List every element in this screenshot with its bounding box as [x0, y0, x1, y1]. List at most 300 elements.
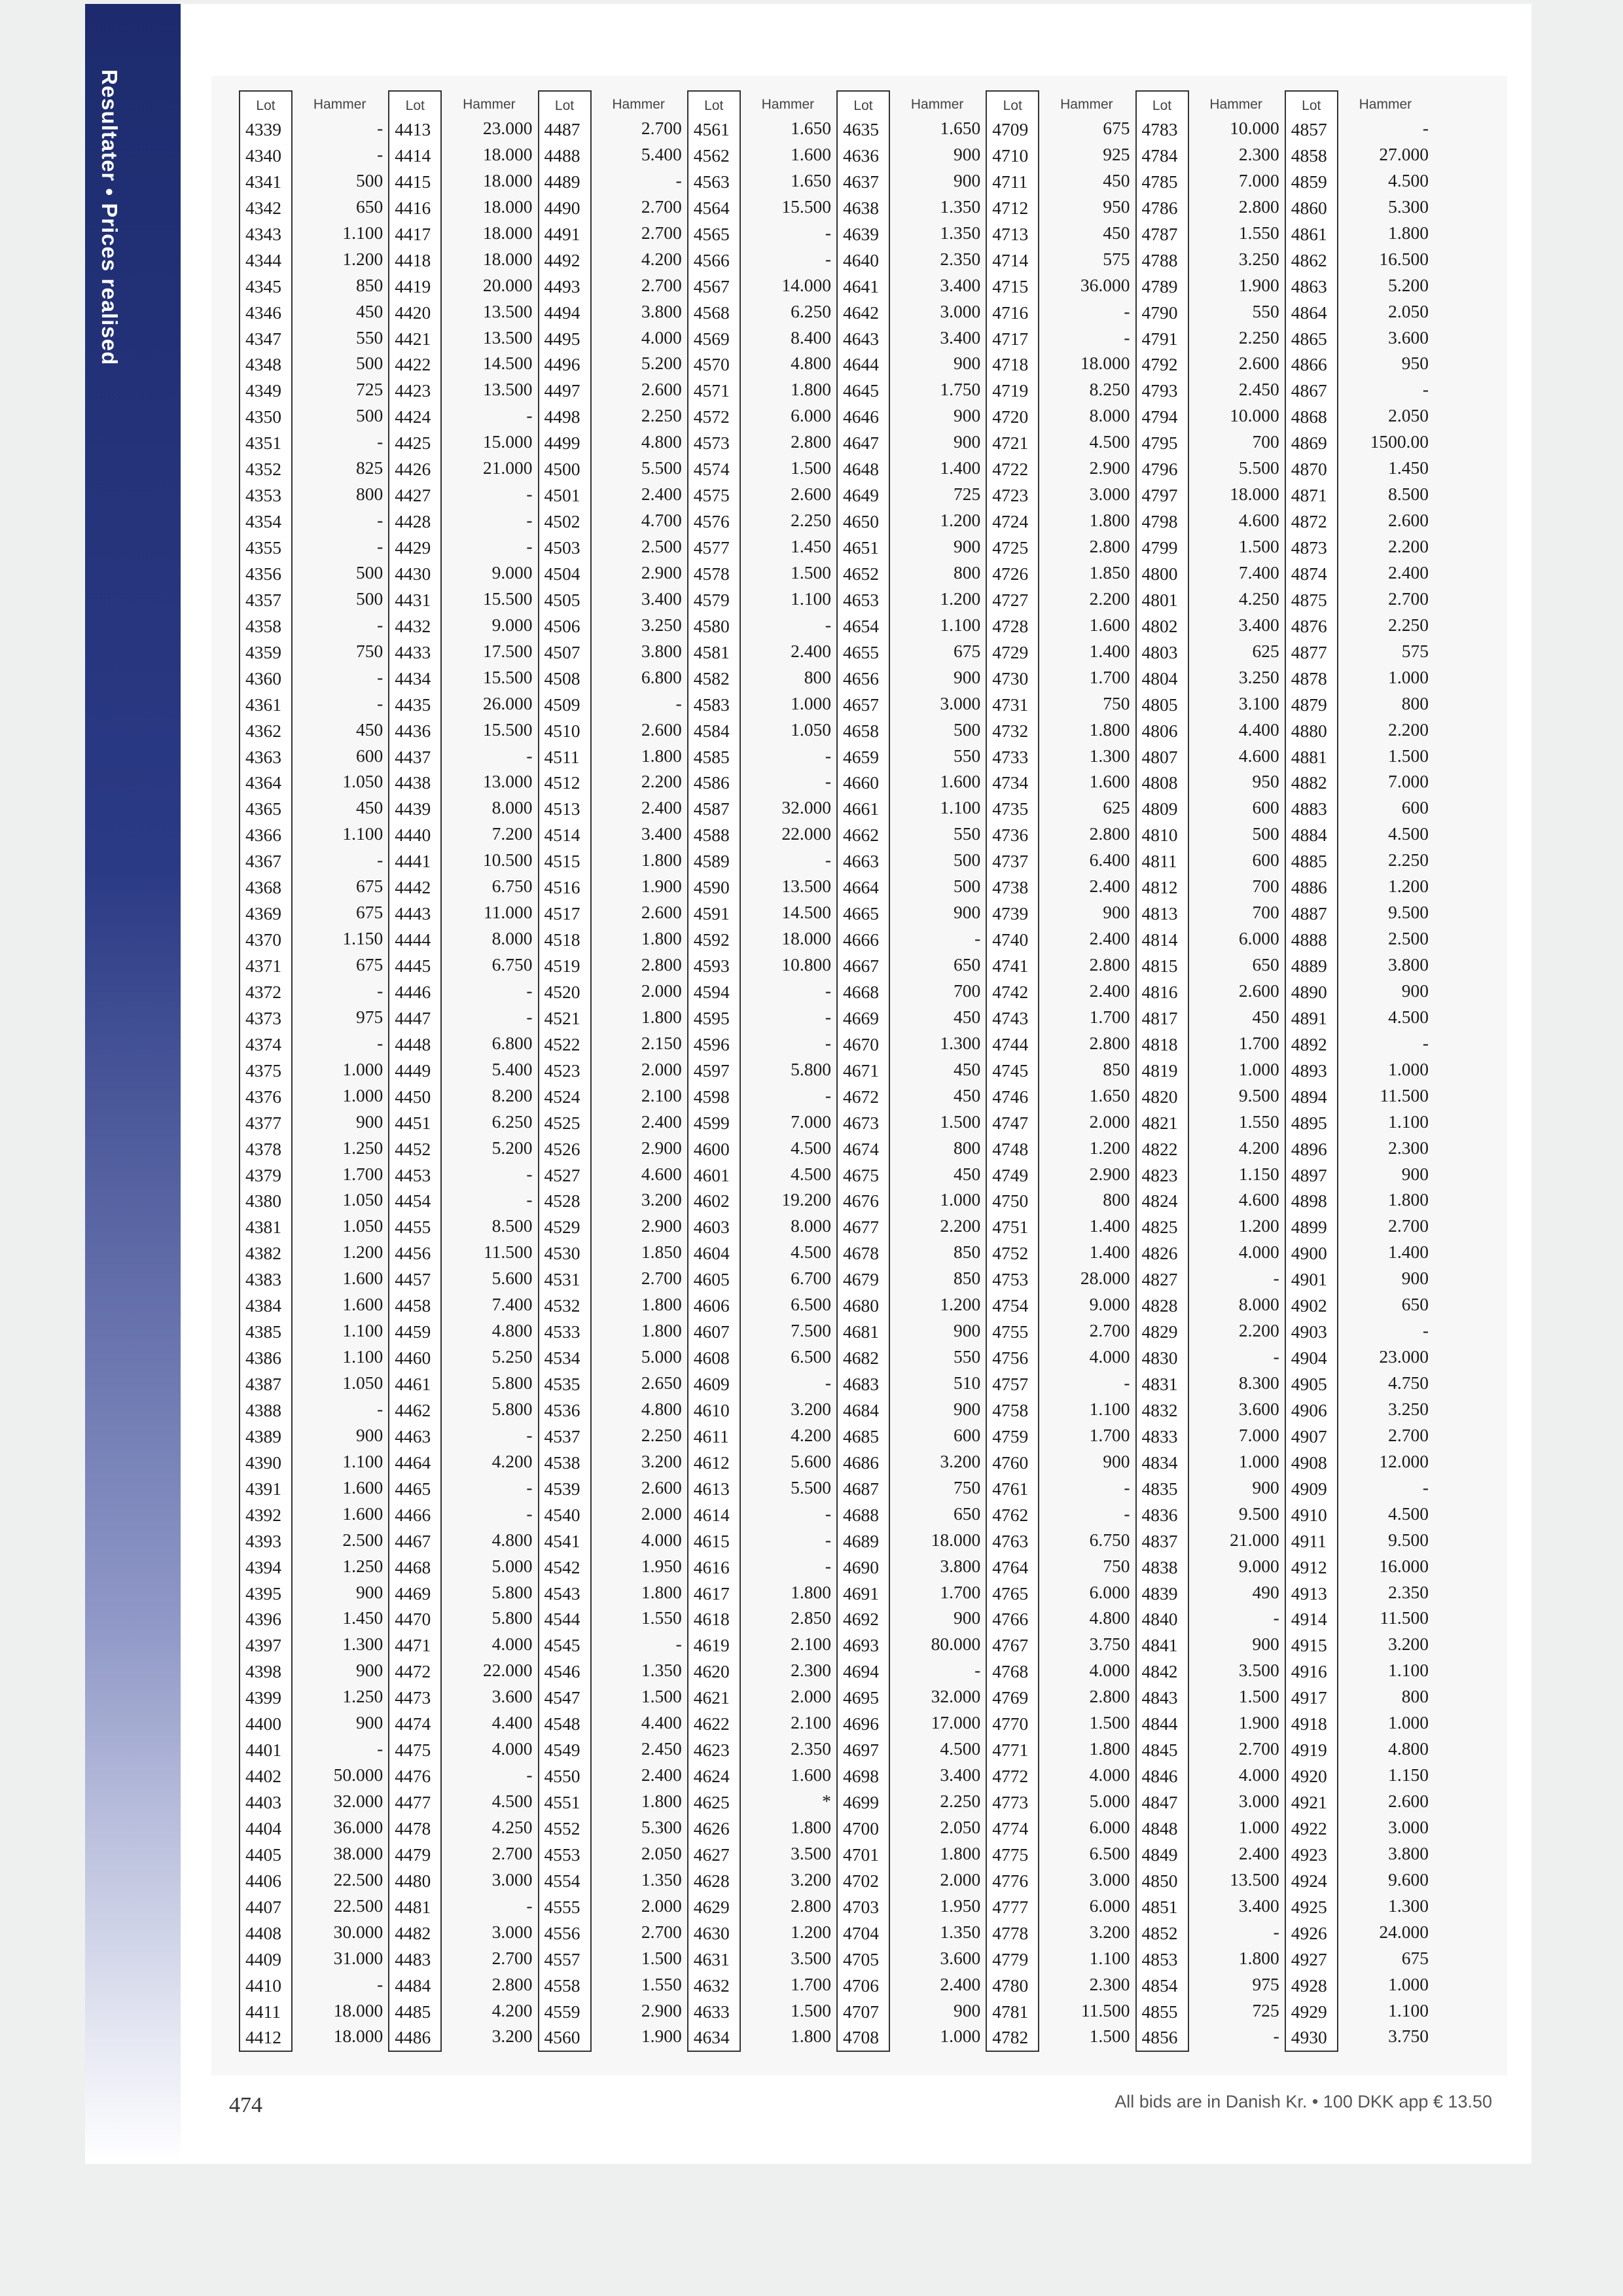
hammer-cell: 2.650: [641, 1372, 682, 1393]
hammer-cell: 900: [1103, 902, 1130, 923]
lot-cell: 4778: [992, 1922, 1029, 1943]
lot-cell: 4913: [1291, 1583, 1327, 1604]
lot-cell: 4612: [693, 1452, 730, 1473]
hammer-cell: 14.500: [482, 353, 533, 374]
hammer-cell: -: [377, 143, 383, 164]
hammer-cell: 500: [356, 405, 383, 426]
hammer-cell: -: [526, 536, 533, 556]
hammer-cell: 1.000: [1238, 1450, 1279, 1471]
lot-cell: 4767: [992, 1635, 1029, 1656]
lot-cell: 4391: [245, 1478, 281, 1499]
hammer-cell: 450: [954, 1085, 981, 1105]
hammer-cell: 4.800: [491, 1529, 533, 1550]
lot-cell: 4655: [843, 641, 879, 662]
lot-cell: 4761: [992, 1478, 1029, 1499]
lot-cell: 4584: [693, 720, 730, 741]
lot-cell: 4710: [992, 145, 1029, 166]
hammer-cell: 18.000: [1230, 484, 1279, 505]
lot-cell: 4393: [245, 1530, 281, 1551]
hammer-cell: 2.250: [641, 405, 682, 426]
hammer-cell: 2.350: [1388, 1581, 1429, 1602]
lot-cell: 4893: [1291, 1060, 1327, 1081]
lot-cell: 4698: [843, 1766, 879, 1787]
lot-cell: 4559: [544, 2001, 580, 2022]
lot-cell: 4709: [992, 119, 1029, 139]
lot-cell: 4538: [544, 1452, 580, 1473]
hammer-cell: 1.600: [342, 1477, 383, 1498]
lot-cell: 4885: [1291, 851, 1327, 872]
hammer-cell: 975: [356, 1006, 383, 1027]
hammer-cell: 36.000: [333, 1816, 383, 1837]
lot-cell: 4895: [1291, 1112, 1327, 1133]
hammer-cell: -: [1422, 1477, 1429, 1498]
hammer-cell: 5.000: [641, 1346, 682, 1367]
hammer-cell: 1.850: [641, 1242, 682, 1263]
hammer-cell: 600: [356, 745, 383, 766]
results-table: [211, 76, 1507, 2075]
lot-header: Lot: [1003, 98, 1022, 113]
hammer-cell: 1.200: [940, 1294, 981, 1315]
lot-cell: 4486: [395, 2027, 431, 2048]
hammer-cell: 4.000: [1089, 1660, 1130, 1681]
lot-cell: 4406: [245, 1870, 281, 1891]
lot-cell: 4475: [395, 1740, 431, 1761]
lot-cell: 4816: [1141, 981, 1178, 1002]
lot-cell: 4462: [395, 1399, 431, 1420]
hammer-cell: 650: [954, 1503, 981, 1524]
hammer-cell: 1.200: [1388, 876, 1429, 897]
lot-cell: 4444: [395, 929, 431, 950]
hammer-cell: 1.200: [1089, 1137, 1130, 1158]
hammer-cell: 2.600: [641, 379, 682, 400]
lot-cell: 4747: [992, 1112, 1029, 1133]
lot-cell: 4399: [245, 1687, 281, 1708]
hammer-cell: 1.100: [1089, 1947, 1130, 1968]
hammer-cell: -: [825, 850, 831, 870]
lot-cell: 4661: [843, 798, 879, 819]
lot-cell: 4485: [395, 2001, 431, 2022]
lot-cell: 4921: [1291, 1792, 1327, 1812]
hammer-cell: 15.500: [482, 719, 533, 740]
hammer-cell: 1.250: [342, 1686, 383, 1707]
lot-cell: 4530: [544, 1243, 580, 1264]
lot-cell: 4465: [395, 1478, 431, 1499]
lot-cell: 4867: [1291, 380, 1327, 401]
lot-cell: 4869: [1291, 433, 1327, 454]
lot-cell: 4497: [544, 380, 580, 401]
hammer-cell: 1.800: [791, 2026, 831, 2047]
hammer-cell: 1.100: [342, 1450, 383, 1471]
lot-cell: 4526: [544, 1138, 580, 1159]
hammer-cell: 800: [954, 1137, 981, 1158]
lot-cell: 4575: [693, 485, 730, 506]
hammer-cell: 2.300: [1238, 143, 1279, 164]
lot-cell: 4490: [544, 197, 580, 218]
hammer-cell: 1.550: [1238, 1111, 1279, 1132]
lot-cell: 4519: [544, 956, 580, 976]
hammer-cell: 5.500: [791, 1477, 831, 1498]
lot-cell: 4801: [1141, 589, 1178, 610]
lot-cell: 4859: [1291, 171, 1327, 192]
lot-cell: 4356: [245, 563, 281, 584]
lot-cell: 4604: [693, 1243, 730, 1264]
lot-cell: 4600: [693, 1138, 730, 1159]
hammer-cell: 2.900: [1089, 457, 1130, 478]
hammer-cell: 900: [954, 143, 981, 164]
lot-cell: 4535: [544, 1374, 580, 1394]
hammer-cell: -: [377, 536, 383, 556]
hammer-cell: 32.000: [781, 797, 831, 818]
hammer-cell: 2.600: [641, 1477, 682, 1498]
lot-cell: 4704: [843, 1922, 879, 1943]
hammer-cell: -: [1124, 327, 1130, 348]
lot-cell: 4774: [992, 1818, 1029, 1839]
hammer-cell: 3.600: [1238, 1398, 1279, 1419]
lot-cell: 4417: [395, 223, 431, 244]
hammer-cell: 6.750: [491, 954, 533, 975]
hammer-cell: 1.800: [641, 928, 682, 949]
lot-cell: 4459: [395, 1321, 431, 1342]
hammer-cell: 1.050: [342, 771, 383, 792]
hammer-cell: 1.800: [1238, 1947, 1279, 1968]
hammer-cell: 2.400: [1238, 1842, 1279, 1863]
lot-cell: 4608: [693, 1348, 730, 1369]
lot-cell: 4481: [395, 1896, 431, 1917]
hammer-cell: 4.000: [1089, 1346, 1130, 1367]
lot-cell: 4613: [693, 1478, 730, 1499]
lot-cell: 4624: [693, 1766, 730, 1787]
hammer-cell: -: [1422, 379, 1429, 400]
hammer-cell: 1.450: [1388, 457, 1429, 478]
lot-cell: 4814: [1141, 929, 1178, 950]
hammer-cell: 2.400: [1388, 562, 1429, 583]
hammer-cell: 2.600: [1388, 1791, 1429, 1811]
hammer-cell: 2.800: [641, 954, 682, 975]
lot-cell: 4888: [1291, 929, 1327, 950]
hammer-cell: 5.200: [491, 1137, 533, 1158]
lot-cell: 4568: [693, 302, 730, 323]
hammer-cell: 10.000: [1230, 118, 1279, 138]
lot-cell: 4373: [245, 1007, 281, 1028]
lot-cell: 4745: [992, 1060, 1029, 1081]
hammer-cell: 725: [1252, 2000, 1279, 2020]
hammer-cell: 700: [1252, 902, 1279, 923]
lot-cell: 4840: [1141, 1609, 1178, 1630]
hammer-cell: 2.700: [1388, 588, 1429, 609]
lot-cell: 4410: [245, 1975, 281, 1996]
lot-cell: 4577: [693, 537, 730, 558]
lot-cell: 4402: [245, 1766, 281, 1787]
hammer-cell: -: [377, 692, 383, 713]
lot-cell: 4766: [992, 1609, 1029, 1630]
lot-cell: 4861: [1291, 223, 1327, 244]
lot-cell: 4458: [395, 1295, 431, 1316]
hammer-cell: 800: [954, 562, 981, 583]
hammer-cell: 3.250: [1238, 666, 1279, 687]
lot-cell: 4540: [544, 1504, 580, 1525]
lot-cell: 4768: [992, 1661, 1029, 1682]
hammer-cell: 16.500: [1379, 248, 1429, 269]
lot-cell: 4845: [1141, 1740, 1178, 1761]
hammer-cell: 1.800: [791, 379, 831, 400]
lot-cell: 4362: [245, 720, 281, 741]
hammer-cell: 1.500: [1238, 1686, 1279, 1707]
lot-cell: 4561: [693, 119, 730, 139]
lot-cell: 4771: [992, 1740, 1029, 1761]
hammer-column-3: [592, 90, 686, 2049]
lot-cell: 4825: [1141, 1217, 1178, 1238]
lot-cell: 4625: [693, 1792, 730, 1812]
hammer-cell: 2.700: [641, 222, 682, 243]
lot-cell: 4436: [395, 720, 431, 741]
hammer-cell: 16.000: [1379, 1555, 1429, 1576]
lot-cell: 4726: [992, 563, 1029, 584]
hammer-cell: 500: [954, 876, 981, 897]
hammer-cell: 1.100: [342, 1320, 383, 1341]
lot-cell: 4439: [395, 798, 431, 819]
lot-cell: 4688: [843, 1504, 879, 1525]
hammer-cell: 4.800: [791, 353, 831, 374]
hammer-cell: 2.300: [791, 1660, 831, 1681]
lot-cell: 4511: [544, 746, 580, 767]
hammer-cell: 6.800: [641, 666, 682, 687]
lot-header: Lot: [853, 98, 873, 113]
lot-cell: 4397: [245, 1635, 281, 1656]
lot-cell: 4848: [1141, 1818, 1178, 1839]
lot-cell: 4499: [544, 433, 580, 454]
lot-cell: 4588: [693, 825, 730, 846]
hammer-cell: 4.500: [791, 1163, 831, 1184]
hammer-cell: 950: [1401, 353, 1429, 374]
lot-cell: 4669: [843, 1007, 879, 1028]
hammer-cell: 1.800: [641, 1581, 682, 1602]
lot-cell: 4703: [843, 1896, 879, 1917]
lot-cell: 4796: [1141, 459, 1178, 480]
hammer-cell: 3.100: [1238, 692, 1279, 713]
hammer-cell: 2.000: [940, 1869, 981, 1890]
lot-cell: 4819: [1141, 1060, 1178, 1081]
hammer-cell: 4.500: [940, 1738, 981, 1759]
hammer-cell: 2.100: [791, 1712, 831, 1733]
lot-cell: 4351: [245, 433, 281, 454]
lot-cell: 4632: [693, 1975, 730, 1996]
lot-cell: 4810: [1141, 825, 1178, 846]
hammer-cell: -: [526, 1895, 533, 1916]
lot-column-8: [1285, 90, 1338, 2052]
hammer-cell: 11.000: [483, 902, 533, 923]
hammer-cell: 650: [954, 954, 981, 975]
hammer-cell: 4.800: [641, 431, 682, 452]
hammer-cell: 2.400: [1089, 928, 1130, 949]
hammer-cell: 6.700: [791, 1268, 831, 1289]
lot-cell: 4689: [843, 1530, 879, 1551]
hammer-cell: 8.300: [1238, 1372, 1279, 1393]
lot-cell: 4601: [693, 1164, 730, 1185]
lot-cell: 4917: [1291, 1687, 1327, 1708]
hammer-cell: 1.800: [791, 1581, 831, 1602]
hammer-cell: 80.000: [931, 1634, 981, 1655]
hammer-cell: 800: [356, 484, 383, 505]
lot-cell: 4566: [693, 249, 730, 270]
hammer-cell: 7.000: [1388, 771, 1429, 792]
lot-cell: 4379: [245, 1164, 281, 1185]
hammer-cell: 1.800: [1388, 1189, 1429, 1210]
lot-cell: 4873: [1291, 537, 1327, 558]
hammer-cell: 28.000: [1080, 1268, 1130, 1289]
lot-cell: 4645: [843, 380, 879, 401]
lot-cell: 4425: [395, 433, 431, 454]
lot-cell: 4657: [843, 694, 879, 715]
lot-cell: 4920: [1291, 1766, 1327, 1787]
hammer-cell: 1.800: [641, 1791, 682, 1811]
lot-cell: 4739: [992, 903, 1029, 924]
lot-cell: 4593: [693, 956, 730, 976]
lot-cell: 4813: [1141, 903, 1178, 924]
hammer-cell: 900: [356, 1581, 383, 1602]
hammer-cell: 650: [356, 196, 383, 217]
lot-cell: 4361: [245, 694, 281, 715]
hammer-cell: 4.500: [1388, 1503, 1429, 1524]
lot-cell: 4824: [1141, 1191, 1178, 1211]
hammer-cell: 9.500: [1238, 1503, 1279, 1524]
lot-cell: 4674: [843, 1138, 879, 1159]
sidebar-title: Resultater • Prices realised: [98, 69, 122, 366]
lot-cell: 4803: [1141, 641, 1178, 662]
hammer-cell: 2.250: [1388, 850, 1429, 870]
lot-cell: 4348: [245, 354, 281, 375]
lot-cell: 4371: [245, 956, 281, 976]
hammer-cell: 1.050: [342, 1372, 383, 1393]
lot-cell: 4340: [245, 145, 281, 166]
lot-cell: 4375: [245, 1060, 281, 1081]
hammer-cell: 3.250: [641, 614, 682, 635]
hammer-cell: 3.400: [1238, 614, 1279, 635]
lot-cell: 4572: [693, 406, 730, 427]
lot-cell: 4627: [693, 1844, 730, 1865]
lot-cell: 4517: [544, 903, 580, 924]
lot-cell: 4503: [544, 537, 580, 558]
lot-cell: 4453: [395, 1164, 431, 1185]
hammer-cell: 3.200: [1388, 1634, 1429, 1655]
lot-cell: 4683: [843, 1374, 879, 1394]
lot-cell: 4889: [1291, 956, 1327, 976]
lot-cell: 4915: [1291, 1635, 1327, 1656]
lot-cell: 4596: [693, 1033, 730, 1054]
hammer-cell: 8.250: [1089, 379, 1130, 400]
lot-cell: 4383: [245, 1269, 281, 1290]
lot-cell: 4781: [992, 2001, 1029, 2022]
lot-cell: 4723: [992, 485, 1029, 506]
lot-cell: 4460: [395, 1348, 431, 1369]
lot-cell: 4729: [992, 641, 1029, 662]
lot-cell: 4857: [1291, 119, 1327, 139]
lot-cell: 4843: [1141, 1687, 1178, 1708]
hammer-cell: 3.200: [791, 1398, 831, 1419]
lot-cell: 4442: [395, 877, 431, 898]
lot-cell: 4670: [843, 1033, 879, 1054]
hammer-cell: 7.000: [1238, 1424, 1279, 1445]
hammer-cell: 1.350: [641, 1660, 682, 1681]
hammer-cell: 4.800: [491, 1320, 533, 1341]
hammer-column-2: [442, 90, 536, 2049]
hammer-cell: 1.600: [1089, 614, 1130, 635]
lot-cell: 4352: [245, 459, 281, 480]
hammer-cell: -: [974, 928, 981, 949]
hammer-cell: 550: [954, 1346, 981, 1367]
hammer-cell: 6.500: [791, 1346, 831, 1367]
lot-cell: 4911: [1291, 1530, 1327, 1551]
hammer-cell: 3.500: [1238, 1660, 1279, 1681]
hammer-cell: 1.600: [940, 771, 981, 792]
lot-cell: 4728: [992, 615, 1029, 636]
hammer-cell: 18.000: [482, 248, 533, 269]
hammer-cell: 1.600: [1089, 771, 1130, 792]
hammer-cell: 2.000: [641, 1895, 682, 1916]
lot-cell: 4640: [843, 249, 879, 270]
hammer-cell: 1.800: [940, 1842, 981, 1863]
hammer-cell: 1.400: [1089, 640, 1130, 661]
hammer-cell: 3.000: [1388, 1816, 1429, 1837]
lot-cell: 4707: [843, 2001, 879, 2022]
hammer-cell: 600: [1401, 797, 1429, 818]
lot-cell: 4720: [992, 406, 1029, 427]
hammer-cell: 36.000: [1080, 274, 1130, 295]
lot-cell: 4520: [544, 981, 580, 1002]
hammer-header: Hammer: [910, 97, 964, 112]
lot-cell: 4582: [693, 668, 730, 689]
page: [85, 4, 1531, 2164]
hammer-cell: -: [825, 1085, 831, 1105]
hammer-cell: 2.800: [1089, 823, 1130, 844]
lot-cell: 4476: [395, 1766, 431, 1787]
lot-cell: 4641: [843, 276, 879, 296]
hammer-cell: 1.800: [1089, 510, 1130, 531]
lot-cell: 4412: [245, 2027, 281, 2048]
hammer-cell: 1.050: [342, 1215, 383, 1236]
lot-cell: 4836: [1141, 1504, 1178, 1525]
lot-cell: 4492: [544, 249, 580, 270]
hammer-cell: 4.600: [641, 1163, 682, 1184]
hammer-cell: 9.000: [491, 614, 533, 635]
lot-cell: 4743: [992, 1007, 1029, 1028]
hammer-cell: 1.650: [791, 170, 831, 190]
lot-cell: 4580: [693, 615, 730, 636]
hammer-cell: 1.300: [342, 1634, 383, 1655]
lot-cell: 4737: [992, 851, 1029, 872]
lot-cell: 4648: [843, 459, 879, 480]
lot-cell: 4510: [544, 720, 580, 741]
lot-cell: 4874: [1291, 563, 1327, 584]
lot-cell: 4629: [693, 1896, 730, 1917]
hammer-cell: 450: [1103, 170, 1130, 190]
hammer-cell: 4.500: [1089, 431, 1130, 452]
hammer-cell: 900: [356, 1660, 383, 1681]
hammer-cell: -: [526, 1765, 533, 1785]
lot-cell: 4432: [395, 615, 431, 636]
hammer-cell: 900: [954, 1320, 981, 1341]
lot-cell: 4901: [1291, 1269, 1327, 1290]
hammer-cell: 3.400: [641, 823, 682, 844]
lot-cell: 4594: [693, 981, 730, 1002]
lot-cell: 4792: [1141, 354, 1178, 375]
hammer-cell: 450: [356, 797, 383, 818]
lot-cell: 4658: [843, 720, 879, 741]
lot-header: Lot: [1302, 98, 1321, 113]
hammer-cell: 675: [356, 876, 383, 897]
hammer-cell: 15.500: [482, 588, 533, 609]
hammer-cell: 4.600: [1238, 1189, 1279, 1210]
lot-cell: 4717: [992, 328, 1029, 349]
